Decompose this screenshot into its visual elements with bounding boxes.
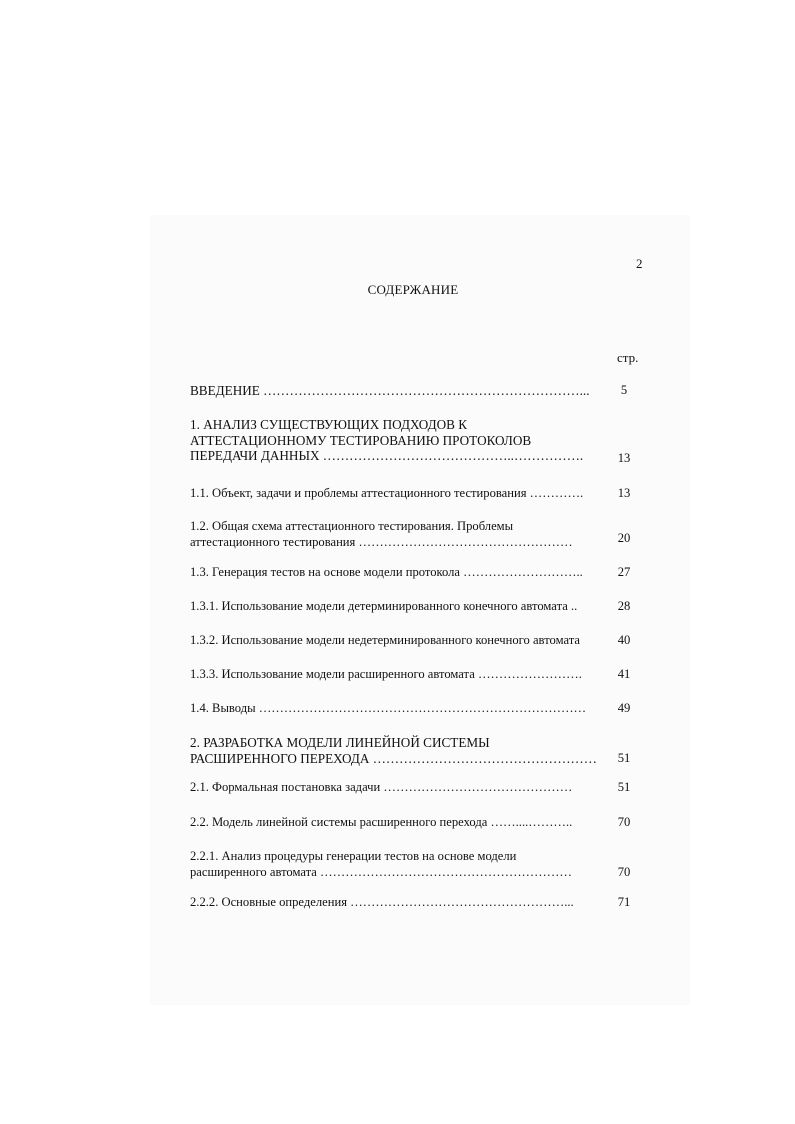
toc-entry-text: 2. РАЗРАБОТКА МОДЕЛИ ЛИНЕЙНОЙ СИСТЕМЫ <box>190 735 490 750</box>
toc-entry-2-1 <box>190 780 606 796</box>
toc-entry-text: 1.3.1. Использование модели детерминированного конечного автомата .. <box>190 599 578 613</box>
toc-entry-text: ПЕРЕДАЧИ ДАННЫХ ……………………………………..……………. <box>190 448 584 463</box>
page-title: СОДЕРЖАНИЕ <box>367 282 459 297</box>
toc-entry-text: 1.2. Общая схема аттестационного тестирования. Проблемы <box>190 519 514 533</box>
toc-entry-2-2 <box>190 815 606 831</box>
toc-entry-text: 1.1. Объект, задачи и проблемы аттестационного тестирования …………. <box>190 486 584 500</box>
toc-entry-page: 70 <box>617 865 631 879</box>
page-number: 2 <box>636 256 643 271</box>
toc-entry-1-1 <box>190 486 606 502</box>
toc-entry-page: 71 <box>617 895 631 909</box>
toc-entry-page: 51 <box>617 780 631 794</box>
toc-entry-text: 2.2. Модель линейной системы расширенного перехода ……....……….. <box>190 815 573 829</box>
toc-entry-text: 2.2.1. Анализ процедуры генерации тестов на основе модели <box>190 849 517 863</box>
toc-entry-text: ВВЕДЕНИЕ ………………………………………………………………... <box>190 383 590 398</box>
toc-entry-page: 40 <box>617 633 631 647</box>
toc-entry-1-3-1 <box>190 599 606 615</box>
toc-entry-page: 13 <box>617 451 631 465</box>
toc-entry-text: РАСШИРЕННОГО ПЕРЕХОДА …………………………………………… <box>190 750 597 766</box>
toc-entry-1-3 <box>190 565 606 581</box>
toc-entry-page: 51 <box>617 751 631 765</box>
toc-entry-text: 1. АНАЛИЗ СУЩЕСТВУЮЩИХ ПОДХОДОВ К <box>190 417 468 432</box>
toc-entry-page: 70 <box>617 815 631 829</box>
toc-entry-text: 1.4. Выводы …………………………………………………………………… <box>190 701 587 715</box>
pages-column-header: стр. <box>617 350 639 365</box>
toc-entry-text: 2.2.2. Основные определения ……………………………………………... <box>190 895 574 909</box>
toc-entry-chapter-2 <box>190 735 606 766</box>
toc-entry-text: 1.3.2. Использование модели недетерминированного конечного автомата <box>190 633 580 647</box>
toc-entry-page: 20 <box>617 531 631 545</box>
toc-entry-page: 41 <box>617 667 631 681</box>
toc-entry-2-2-1 <box>190 849 606 880</box>
toc-entry-page: 13 <box>617 486 631 500</box>
toc-entry-1-4 <box>190 701 606 717</box>
toc-entry-1-2 <box>190 519 606 550</box>
toc-entry-text: аттестационного тестирования …………………………………………… <box>190 534 573 549</box>
toc-entry-text: АТТЕСТАЦИОННОМУ ТЕСТИРОВАНИЮ ПРОТОКОЛОВ <box>190 432 532 448</box>
toc-entry-text: 1.3. Генерация тестов на основе модели протокола ……………………….. <box>190 565 583 579</box>
toc-entry-1-3-2 <box>190 633 606 649</box>
toc-entry-page: 49 <box>617 701 631 715</box>
toc-entry-intro <box>190 383 606 399</box>
toc-entry-text: расширенного автомата …………………………………………………… <box>190 864 572 879</box>
toc-entry-text: 1.3.3. Использование модели расширенного автомата ……………………. <box>190 667 582 681</box>
toc-entry-2-2-2 <box>190 895 606 911</box>
toc-entry-1-3-3 <box>190 667 606 683</box>
toc-entry-text: 2.1. Формальная постановка задачи ……………………………………… <box>190 780 573 794</box>
toc-entry-page: 5 <box>620 383 628 397</box>
toc-entry-chapter-1 <box>190 417 606 464</box>
toc-entry-page: 27 <box>617 565 631 579</box>
toc-entry-page: 28 <box>617 599 631 613</box>
